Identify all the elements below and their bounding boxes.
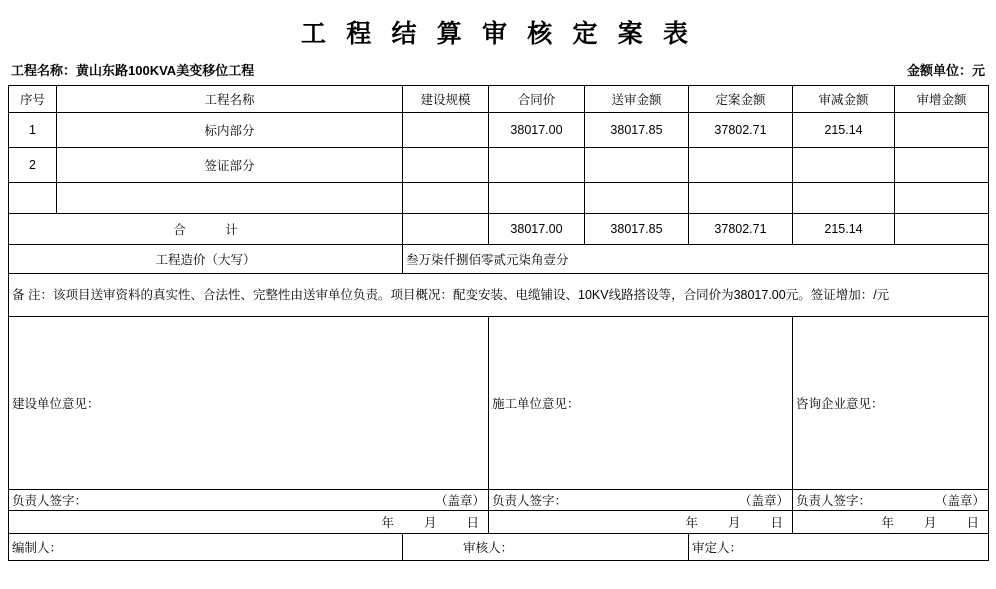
cell-scale [403, 148, 489, 183]
opinion-consulting-firm [793, 317, 989, 490]
col-header-final-amount: 定案金额 [689, 86, 793, 113]
note-row [9, 274, 989, 317]
date-contractor-unit [489, 511, 793, 534]
date-day-label: 日 [966, 516, 979, 530]
date-construction-unit [9, 511, 489, 534]
cell-final-amount [689, 183, 793, 214]
footer-approver: 审定人： [689, 534, 989, 561]
cell-contract-price [489, 148, 585, 183]
cell-final-amount [689, 148, 793, 183]
cell-submitted-amount: 38017.85 [585, 113, 689, 148]
table-total-row [9, 214, 989, 245]
signature-label: 负责人签字： [796, 494, 872, 508]
project-name-value: 黄山东路100KVA美变移位工程 [76, 63, 255, 78]
total-label: 合 计 [9, 214, 403, 245]
cell-name [57, 183, 403, 214]
seal-label: （盖章） [738, 494, 789, 508]
capital-amount-row [9, 245, 989, 274]
date-year-label: 年 [881, 516, 894, 530]
cell-increased-amount [895, 183, 989, 214]
cell-increased-amount [895, 113, 989, 148]
table-row [9, 183, 989, 214]
opinions-row [9, 317, 989, 490]
opinion-title: 咨询企业意见： [796, 397, 884, 411]
capital-amount-value: 叁万柒仟捌佰零贰元柒角壹分 [403, 245, 989, 274]
col-header-contract-price: 合同价 [489, 86, 585, 113]
capital-amount-label: 工程造价（大写） [9, 245, 403, 274]
total-reduced-amount: 215.14 [793, 214, 895, 245]
note-text: 该项目送审资料的真实性、合法性、完整性由送审单位负责。项目概况：配变安装、电缆铺设、10KV线路搭设等，合同价为38017.00元。签证增加：/元 [52, 287, 890, 302]
signature-label: 负责人签字： [12, 494, 88, 508]
col-header-reduced-amount: 审减金额 [793, 86, 895, 113]
cell-index: 1 [9, 113, 57, 148]
cell-final-amount: 37802.71 [689, 113, 793, 148]
date-month-label: 月 [727, 516, 741, 530]
document-meta [8, 60, 988, 85]
total-increased-amount [895, 214, 989, 245]
signature-label: 负责人签字： [492, 494, 568, 508]
opinion-contractor-unit [489, 317, 793, 490]
date-row [9, 511, 989, 534]
cell-name: 签证部分 [57, 148, 403, 183]
project-name-label: 工程名称： [11, 63, 77, 78]
cell-submitted-amount [585, 148, 689, 183]
date-day-label: 日 [466, 516, 479, 530]
date-year-label: 年 [685, 516, 698, 530]
cell-reduced-amount: 215.14 [793, 113, 895, 148]
opinion-title: 施工单位意见： [492, 397, 580, 411]
total-contract-price: 38017.00 [489, 214, 585, 245]
col-header-increased-amount: 审增金额 [895, 86, 989, 113]
date-year-label: 年 [381, 516, 394, 530]
note-cell [9, 274, 989, 317]
date-month-label: 月 [423, 516, 437, 530]
seal-label: （盖章） [934, 494, 985, 508]
date-day-label: 日 [770, 516, 783, 530]
footer-preparer: 编制人： [9, 534, 403, 561]
table-row [9, 148, 989, 183]
cell-submitted-amount [585, 183, 689, 214]
seal-label: （盖章） [434, 494, 485, 508]
col-header-submitted-amount: 送审金额 [585, 86, 689, 113]
note-label: 备 注： [12, 287, 53, 302]
cell-name: 标内部分 [57, 113, 403, 148]
footer-reviewer: 审核人： [403, 534, 689, 561]
total-final-amount: 37802.71 [689, 214, 793, 245]
project-name-line [11, 60, 254, 79]
signature-contractor-unit [489, 490, 793, 511]
date-month-label: 月 [923, 516, 937, 530]
signature-consulting-firm [793, 490, 989, 511]
cell-contract-price: 38017.00 [489, 113, 585, 148]
cell-scale [403, 183, 489, 214]
col-header-name: 工程名称 [57, 86, 403, 113]
footer-row [9, 534, 989, 561]
cell-increased-amount [895, 148, 989, 183]
amount-unit-label: 金额单位：元 [906, 63, 985, 78]
date-consulting-firm [793, 511, 989, 534]
opinion-construction-unit [9, 317, 489, 490]
total-scale [403, 214, 489, 245]
cell-reduced-amount [793, 148, 895, 183]
table-row [9, 113, 989, 148]
audit-table [8, 85, 989, 561]
page-title: 工 程 结 算 审 核 定 案 表 [300, 21, 695, 48]
cell-reduced-amount [793, 183, 895, 214]
cell-scale [403, 113, 489, 148]
signature-construction-unit [9, 490, 489, 511]
cell-index: 2 [9, 148, 57, 183]
cell-contract-price [489, 183, 585, 214]
cell-index [9, 183, 57, 214]
total-submitted-amount: 38017.85 [585, 214, 689, 245]
col-header-index: 序号 [9, 86, 57, 113]
col-header-scale: 建设规模 [403, 86, 489, 113]
table-header-row [9, 86, 989, 113]
signature-row [9, 490, 989, 511]
opinion-title: 建设单位意见： [12, 397, 100, 411]
